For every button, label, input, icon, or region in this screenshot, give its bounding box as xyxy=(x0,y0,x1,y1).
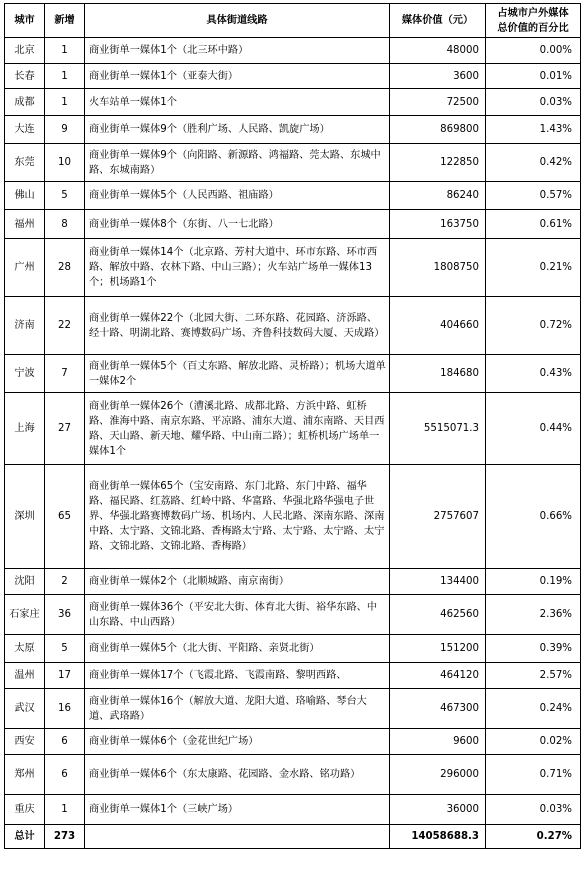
cell-value: 86240 xyxy=(390,182,486,210)
cell-city: 福州 xyxy=(5,210,45,239)
cell-new: 6 xyxy=(45,729,85,755)
cell-share: 2.57% xyxy=(486,663,581,689)
cell-new: 27 xyxy=(45,393,85,465)
cell-city: 西安 xyxy=(5,729,45,755)
cell-new: 10 xyxy=(45,144,85,182)
header-share xyxy=(486,4,581,38)
cell-route: 商业街单一媒体1个（亚泰大街） xyxy=(85,64,390,89)
cell-city: 成都 xyxy=(5,89,45,116)
cell-city: 大连 xyxy=(5,116,45,144)
cell-new: 65 xyxy=(45,465,85,569)
total-label: 总计 xyxy=(5,825,45,849)
table-row xyxy=(5,355,581,393)
cell-share: 0.43% xyxy=(486,355,581,393)
cell-city: 深圳 xyxy=(5,465,45,569)
table-row xyxy=(5,465,581,569)
cell-value: 9600 xyxy=(390,729,486,755)
table-row xyxy=(5,595,581,635)
cell-route: 商业街单一媒体8个（东街、八一七北路） xyxy=(85,210,390,239)
table-row xyxy=(5,795,581,825)
cell-route: 商业街单一媒体6个（金花世纪广场） xyxy=(85,729,390,755)
cell-route: 商业街单一媒体17个（飞霞北路、飞霞南路、黎明西路、 xyxy=(85,663,390,689)
cell-value: 296000 xyxy=(390,755,486,795)
cell-value: 5515071.3 xyxy=(390,393,486,465)
cell-route: 商业街单一媒体1个（三峡广场） xyxy=(85,795,390,825)
header-share-line2: 总价值的百分比 xyxy=(497,22,569,34)
cell-city: 广州 xyxy=(5,239,45,297)
cell-route: 商业街单一媒体5个（人民西路、祖庙路） xyxy=(85,182,390,210)
cell-new: 9 xyxy=(45,116,85,144)
total-new: 273 xyxy=(45,825,85,849)
cell-route: 商业街单一媒体6个（东太康路、花园路、金水路、铭功路） xyxy=(85,755,390,795)
cell-share: 1.43% xyxy=(486,116,581,144)
cell-new: 1 xyxy=(45,38,85,64)
cell-value: 163750 xyxy=(390,210,486,239)
table-row xyxy=(5,663,581,689)
cell-share: 0.21% xyxy=(486,239,581,297)
cell-share: 0.24% xyxy=(486,689,581,729)
cell-new: 5 xyxy=(45,635,85,663)
cell-value: 1808750 xyxy=(390,239,486,297)
cell-route: 火车站单一媒体1个 xyxy=(85,89,390,116)
cell-share: 0.66% xyxy=(486,465,581,569)
cell-route: 商业街单一媒体5个（北大街、平阳路、亲贤北街） xyxy=(85,635,390,663)
media-value-table xyxy=(4,3,581,849)
cell-city: 沈阳 xyxy=(5,569,45,595)
cell-city: 长春 xyxy=(5,64,45,89)
cell-city: 石家庄 xyxy=(5,595,45,635)
total-value: 14058688.3 xyxy=(390,825,486,849)
header-route: 具体街道线路 xyxy=(85,4,390,38)
cell-new: 1 xyxy=(45,64,85,89)
table-header-row xyxy=(5,4,581,38)
header-new: 新增 xyxy=(45,4,85,38)
cell-share: 0.03% xyxy=(486,89,581,116)
cell-share: 0.19% xyxy=(486,569,581,595)
cell-share: 0.02% xyxy=(486,729,581,755)
table-row xyxy=(5,64,581,89)
cell-route: 商业街单一媒体22个（北园大街、二环东路、花园路、济泺路、经十路、明湖北路、赛博数码广场、齐鲁科技数码大厦、天成路） xyxy=(85,297,390,355)
cell-share: 0.72% xyxy=(486,297,581,355)
table-row xyxy=(5,689,581,729)
cell-new: 16 xyxy=(45,689,85,729)
cell-value: 184680 xyxy=(390,355,486,393)
cell-value: 134400 xyxy=(390,569,486,595)
cell-city: 武汉 xyxy=(5,689,45,729)
cell-city: 济南 xyxy=(5,297,45,355)
cell-route: 商业街单一媒体1个（北三环中路） xyxy=(85,38,390,64)
cell-route: 商业街单一媒体16个（解放大道、龙阳大道、珞喻路、琴台大道、武珞路） xyxy=(85,689,390,729)
cell-share: 0.61% xyxy=(486,210,581,239)
cell-value: 36000 xyxy=(390,795,486,825)
table-row xyxy=(5,210,581,239)
cell-new: 6 xyxy=(45,755,85,795)
cell-new: 7 xyxy=(45,355,85,393)
cell-city: 温州 xyxy=(5,663,45,689)
cell-city: 上海 xyxy=(5,393,45,465)
media-value-table-container xyxy=(4,3,581,849)
cell-share: 0.57% xyxy=(486,182,581,210)
cell-value: 48000 xyxy=(390,38,486,64)
header-city: 城市 xyxy=(5,4,45,38)
cell-new: 5 xyxy=(45,182,85,210)
table-row xyxy=(5,569,581,595)
cell-route: 商业街单一媒体36个（平安北大街、体育北大街、裕华东路、中山东路、中山西路） xyxy=(85,595,390,635)
cell-city: 佛山 xyxy=(5,182,45,210)
cell-share: 0.00% xyxy=(486,38,581,64)
cell-share: 0.44% xyxy=(486,393,581,465)
cell-value: 72500 xyxy=(390,89,486,116)
cell-share: 0.03% xyxy=(486,795,581,825)
cell-share: 2.36% xyxy=(486,595,581,635)
cell-value: 467300 xyxy=(390,689,486,729)
cell-new: 22 xyxy=(45,297,85,355)
total-route xyxy=(85,825,390,849)
cell-new: 17 xyxy=(45,663,85,689)
table-row xyxy=(5,89,581,116)
table-row xyxy=(5,635,581,663)
cell-city: 重庆 xyxy=(5,795,45,825)
cell-route: 商业街单一媒体26个（漕溪北路、成都北路、方浜中路、虹桥路、淮海中路、南京东路、平凉路、浦东大道、浦东南路、天目西路、天山路、新天地、耀华路、中山南二路）；虹桥机场广场单一媒体1个 xyxy=(85,393,390,465)
cell-route: 商业街单一媒体2个（北顺城路、南京南街） xyxy=(85,569,390,595)
cell-value: 404660 xyxy=(390,297,486,355)
header-share-line1: 占城市户外媒体 xyxy=(497,7,569,19)
cell-new: 2 xyxy=(45,569,85,595)
cell-route: 商业街单一媒体9个（向阳路、新源路、鸿福路、莞太路、东城中路、东城南路） xyxy=(85,144,390,182)
cell-value: 869800 xyxy=(390,116,486,144)
cell-share: 0.01% xyxy=(486,64,581,89)
total-row xyxy=(5,825,581,849)
table-row xyxy=(5,755,581,795)
cell-city: 太原 xyxy=(5,635,45,663)
total-share: 0.27% xyxy=(486,825,581,849)
cell-new: 1 xyxy=(45,89,85,116)
cell-value: 122850 xyxy=(390,144,486,182)
cell-value: 464120 xyxy=(390,663,486,689)
cell-share: 0.39% xyxy=(486,635,581,663)
cell-share: 0.71% xyxy=(486,755,581,795)
cell-value: 151200 xyxy=(390,635,486,663)
header-value: 媒体价值（元） xyxy=(390,4,486,38)
cell-route: 商业街单一媒体9个（胜利广场、人民路、凯旋广场） xyxy=(85,116,390,144)
table-row xyxy=(5,144,581,182)
cell-route: 商业街单一媒体65个（宝安南路、东门北路、东门中路、福华路、福民路、红荔路、红岭中路、华富路、华强北路华强电子世界、华强北路赛博数码广场、机场内、人民北路、深南东路、深南中路、太宁路、文锦北路、香梅路太宁路、太宁路、太宁路、太宁路、文锦北路、文锦北路、香梅路） xyxy=(85,465,390,569)
cell-value: 2757607 xyxy=(390,465,486,569)
cell-city: 郑州 xyxy=(5,755,45,795)
cell-new: 1 xyxy=(45,795,85,825)
table-row xyxy=(5,297,581,355)
cell-route: 商业街单一媒体14个（北京路、芳村大道中、环市东路、环市西路、解放中路、农林下路、中山三路）；火车站广场单一媒体13个；机场路1个 xyxy=(85,239,390,297)
cell-new: 8 xyxy=(45,210,85,239)
table-row xyxy=(5,729,581,755)
cell-city: 东莞 xyxy=(5,144,45,182)
cell-value: 3600 xyxy=(390,64,486,89)
cell-new: 36 xyxy=(45,595,85,635)
table-row xyxy=(5,393,581,465)
table-row xyxy=(5,239,581,297)
table-row xyxy=(5,116,581,144)
cell-city: 宁波 xyxy=(5,355,45,393)
cell-new: 28 xyxy=(45,239,85,297)
cell-value: 462560 xyxy=(390,595,486,635)
cell-share: 0.42% xyxy=(486,144,581,182)
table-row xyxy=(5,38,581,64)
cell-route: 商业街单一媒体5个（百丈东路、解放北路、灵桥路）；机场大道单一媒体2个 xyxy=(85,355,390,393)
cell-city: 北京 xyxy=(5,38,45,64)
table-row xyxy=(5,182,581,210)
